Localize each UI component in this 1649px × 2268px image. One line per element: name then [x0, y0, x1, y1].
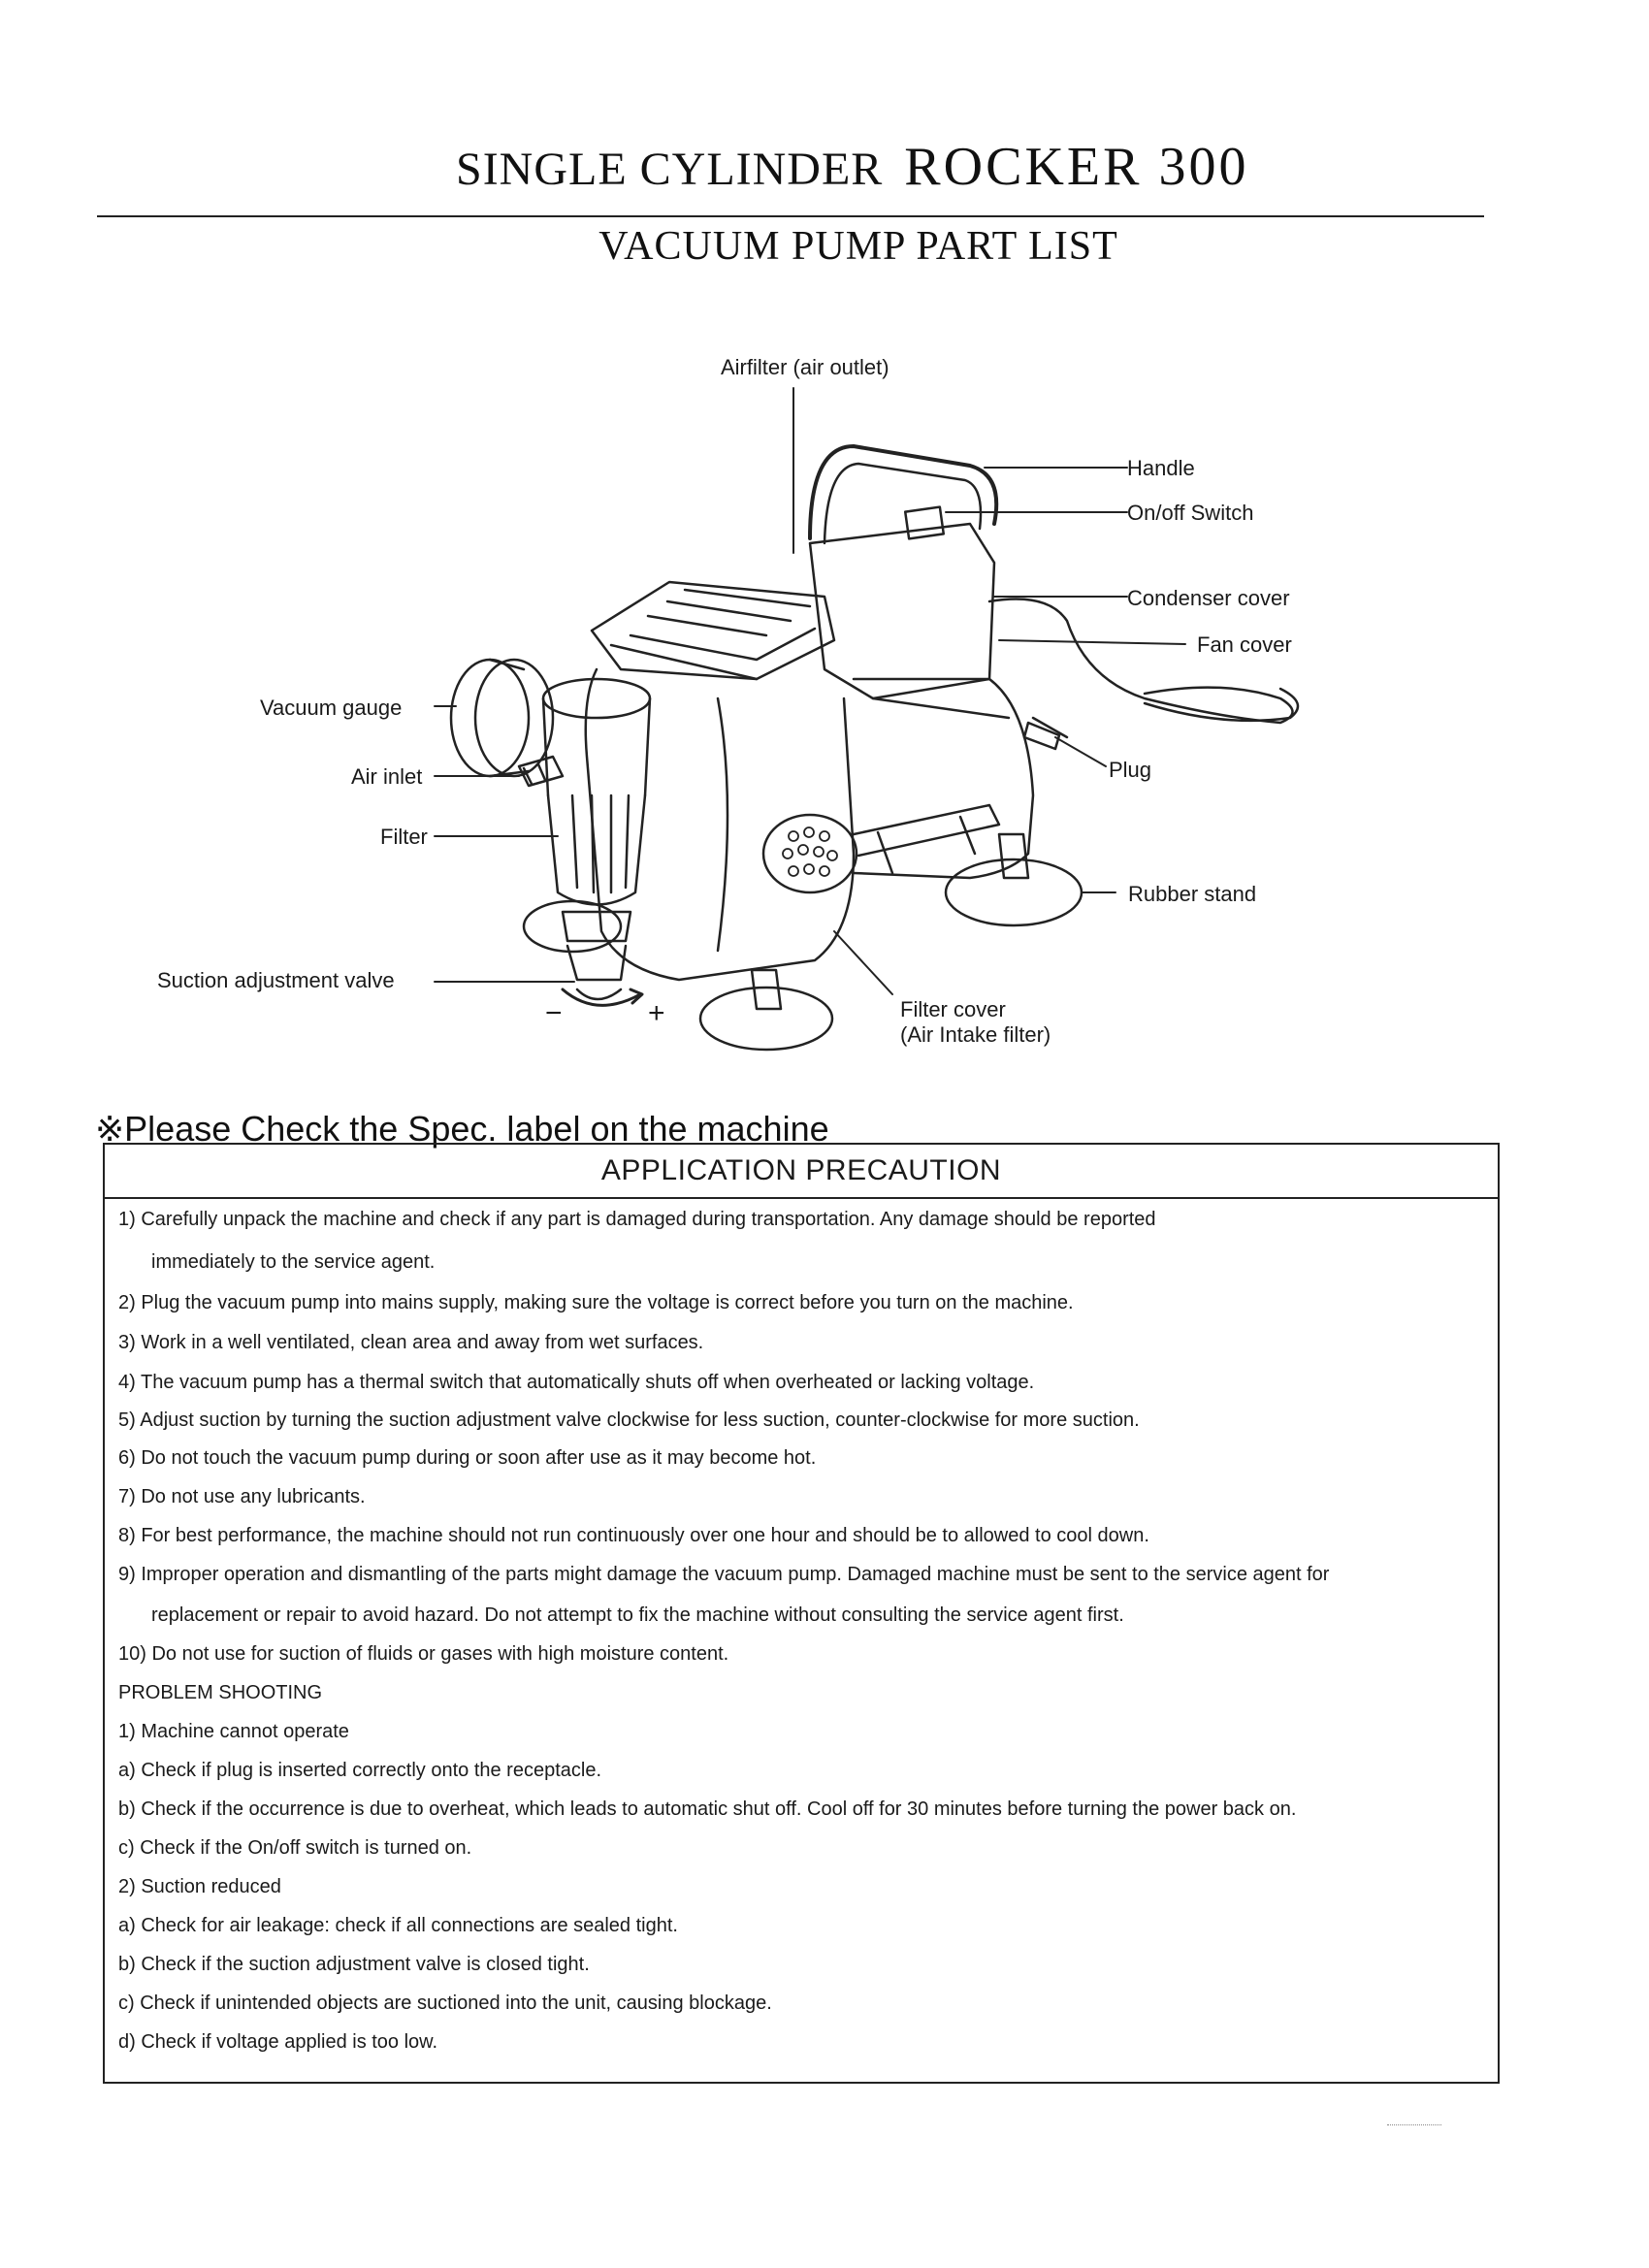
precaution-line: 9) Improper operation and dismantling of the parts might damage the vacuum pump. Damaged machine must be sent to the service agent for [118, 1564, 1330, 1585]
label-filter: Filter [380, 825, 428, 849]
precaution-line: immediately to the service agent. [151, 1251, 436, 1273]
precaution-line: a) Check for air leakage: check if all connections are sealed tight. [118, 1915, 678, 1936]
precaution-line: 3) Work in a well ventilated, clean area and away from wet surfaces. [118, 1332, 704, 1353]
label-minus: − [545, 997, 563, 1029]
precaution-line: b) Check if the suction adjustment valve is closed tight. [118, 1954, 590, 1975]
precaution-line: c) Check if unintended objects are suctioned into the unit, causing blockage. [118, 1993, 772, 2014]
label-plus: + [648, 997, 665, 1029]
label-handle: Handle [1127, 456, 1195, 480]
precaution-line: 6) Do not touch the vacuum pump during or soon after use as it may become hot. [118, 1447, 817, 1469]
label-airfilter: Airfilter (air outlet) [721, 355, 889, 379]
precaution-line: 1) Machine cannot operate [118, 1721, 349, 1742]
precaution-line: c) Check if the On/off switch is turned on. [118, 1837, 472, 1859]
title-model: ROCKER 300 [904, 137, 1249, 197]
precaution-line: 7) Do not use any lubricants. [118, 1486, 366, 1507]
document-subtitle: VACUUM PUMP PART LIST [598, 224, 1118, 269]
document-title [456, 136, 1248, 198]
label-filter-cover-sub: (Air Intake filter) [900, 1022, 1051, 1047]
label-filter-cover: Filter cover [900, 997, 1006, 1021]
precaution-heading: APPLICATION PRECAUTION [105, 1145, 1498, 1199]
problem-shooting-heading: PROBLEM SHOOTING [118, 1682, 323, 1703]
label-fan-cover: Fan cover [1197, 632, 1292, 657]
spec-label-note: ※Please Check the Spec. label on the machine [95, 1109, 829, 1149]
precaution-line: 1) Carefully unpack the machine and check if any part is damaged during transportation. Any damage should be reported [118, 1209, 1156, 1230]
precaution-line: b) Check if the occurrence is due to overheat, which leads to automatic shut off. Cool off for 30 minutes before turning the power back on. [118, 1798, 1297, 1820]
title-product-type: SINGLE CYLINDER [456, 144, 884, 195]
label-suction-valve: Suction adjustment valve [157, 968, 395, 992]
precaution-line: 8) For best performance, the machine should not run continuously over one hour and should be to allowed to cool down. [118, 1525, 1149, 1546]
precaution-line: d) Check if voltage applied is too low. [118, 2031, 438, 2053]
precaution-line: 10) Do not use for suction of fluids or gases with high moisture content. [118, 1643, 729, 1665]
precaution-line: 2) Suction reduced [118, 1876, 281, 1897]
footer-mark [1387, 2124, 1441, 2125]
label-vacuum-gauge: Vacuum gauge [260, 696, 403, 720]
title-divider [97, 215, 1484, 217]
precaution-line: 5) Adjust suction by turning the suction adjustment valve clockwise for less suction, counter-clockwise for more suction. [118, 1409, 1140, 1431]
precaution-box [103, 1143, 1500, 2084]
precaution-line: replacement or repair to avoid hazard. Do not attempt to fix the machine without consulting the service agent first. [151, 1604, 1124, 1626]
precaution-line: a) Check if plug is inserted correctly onto the receptacle. [118, 1760, 602, 1781]
label-rubber-stand: Rubber stand [1128, 882, 1257, 906]
precaution-line: 4) The vacuum pump has a thermal switch that automatically shuts off when overheated or lacking voltage. [118, 1372, 1035, 1393]
label-switch: On/off Switch [1127, 501, 1254, 525]
pump-diagram [0, 330, 1649, 1086]
label-condenser-cover: Condenser cover [1127, 586, 1290, 610]
precaution-line: 2) Plug the vacuum pump into mains supply, making sure the voltage is correct before you turn on the machine. [118, 1292, 1074, 1313]
label-air-inlet: Air inlet [351, 764, 423, 789]
label-plug: Plug [1109, 758, 1152, 782]
